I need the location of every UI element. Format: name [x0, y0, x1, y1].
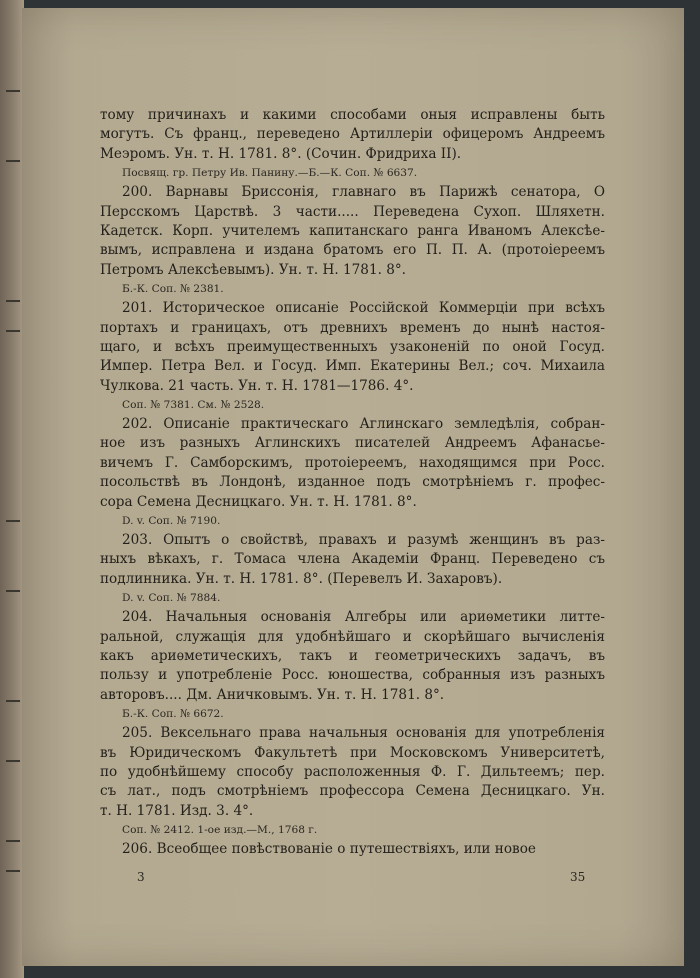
binding-mark	[6, 300, 20, 302]
signature-mark: 3	[137, 870, 145, 884]
entry-line: ральной, служащiя для удобнѣйшаго и скорѣйшаго вычисленiя	[100, 628, 605, 645]
entry-reference: D. v. Соп. № 7190.	[122, 515, 221, 528]
binding-mark	[6, 870, 20, 872]
entry-line: подлинника. Ун. т. Н. 1781. 8°. (Перевелъ И. Захаровъ).	[100, 570, 503, 587]
entry-line: вичемъ Г. Самборскимъ, протоiереемъ, находящимся при Росс.	[100, 454, 605, 471]
entry-line: могутъ. Съ франц., переведено Артиллерiи офицеромъ Андреемъ	[100, 126, 605, 143]
entry-line: съ лат., подъ смотрѣнiемъ профессора Семена Десницкаго. Ун.	[100, 783, 605, 800]
page-text	[100, 106, 605, 860]
binding-mark	[6, 520, 20, 522]
entry-line: пользу и употребленiе Росс. юношества, собранныя изъ разныхъ	[100, 667, 605, 684]
binding-mark	[6, 330, 20, 332]
binding-mark	[6, 160, 20, 162]
entry-line: Петромъ Алексѣевымъ). Ун. т. Н. 1781. 8°.	[100, 261, 407, 278]
entry-reference: Посвящ. гр. Петру Ив. Панину.—Б.—К. Соп. № 6637.	[122, 167, 418, 180]
entry-line: въ Юридическомъ Факультетѣ при Московскомъ Университетѣ,	[100, 744, 605, 761]
entry-line: Меэромъ. Ун. т. Н. 1781. 8°. (Сочин. Фридриха II).	[100, 145, 462, 162]
binding-mark	[6, 590, 20, 592]
catalog-entry	[100, 183, 605, 299]
catalog-entry	[100, 608, 605, 724]
book-binding	[0, 0, 24, 978]
entry-line: 201. Историческое описанiе Россiйской Коммерцiи при всѣхъ	[122, 300, 605, 317]
entry-line: ныхъ вѣкахъ, г. Томаса члена Академiи Франц. Переведено съ	[100, 551, 605, 568]
catalog-entry	[100, 724, 605, 840]
entry-reference: Соп. № 2412. 1-ое изд.—М., 1768 г.	[122, 824, 318, 837]
binding-mark	[6, 90, 20, 92]
entry-line: 206. Всеобщее повѣствованiе о путешествiяхъ, или новое	[122, 841, 536, 858]
catalog-entry	[100, 840, 605, 859]
entry-line: Импер. Петра Вел. и Госуд. Имп. Екатерины Вел.; соч. Михаила	[100, 358, 605, 375]
entry-reference: D. v. Соп. № 7884.	[122, 592, 221, 605]
binding-mark	[6, 700, 20, 702]
book-page	[22, 8, 684, 966]
catalog-entry	[100, 531, 605, 608]
entry-line: Персскомъ Царствѣ. 3 части..... Переведена Сухоп. Шляхетн.	[100, 203, 605, 220]
binding-mark	[6, 840, 20, 842]
catalog-entry	[100, 106, 605, 183]
entry-line: какъ ариѳметическихъ, такъ и геометрическихъ задачъ, въ	[100, 647, 605, 664]
entry-line: 204. Начальныя основанiя Алгебры или ариѳметики литте-	[122, 609, 605, 626]
catalog-entry	[100, 415, 605, 531]
entry-line: т. Н. 1781. Изд. 3. 4°.	[100, 802, 254, 819]
entry-reference: Б.-К. Соп. № 6672.	[122, 708, 224, 721]
entry-reference: Соп. № 7381. См. № 2528.	[122, 399, 265, 412]
page-number: 35	[570, 870, 586, 884]
entry-line: портахъ и границахъ, отъ древнихъ временъ до нынѣ настоя-	[100, 319, 605, 336]
entry-line: 202. Описанiе практическаго Аглинскаго земледѣлiя, собран-	[122, 416, 605, 433]
entry-line: авторовъ.... Дм. Аничковымъ. Ун. т. Н. 1781. 8°.	[100, 686, 445, 703]
catalog-entry	[100, 299, 605, 415]
binding-mark	[6, 760, 20, 762]
entry-line: по удобнѣйшему способу расположенныя Ф. Г. Дильтеемъ; пер.	[100, 763, 605, 780]
entry-line: посольствѣ въ Лондонѣ, изданное подъ смотрѣнiемъ г. профес-	[100, 474, 605, 491]
entry-reference: Б.-К. Соп. № 2381.	[122, 283, 224, 296]
entry-line: тому причинахъ и какими способами оныя исправлены быть	[100, 107, 605, 123]
entry-line: сора Семена Десницкаго. Ун. т. Н. 1781. 8°.	[100, 493, 417, 510]
entry-line: Чулкова. 21 часть. Ун. т. Н. 1781—1786. 4°.	[100, 377, 414, 394]
entry-line: ное изъ разныхъ Аглинскихъ писателей Андреемъ Афанасье-	[100, 435, 605, 452]
entry-line: 203. Опытъ о свойствѣ, правахъ и разумѣ женщинъ въ раз-	[122, 532, 605, 549]
entry-line: Кадетск. Корп. учителемъ капитанскаго ранга Иваномъ Алексѣе-	[100, 222, 605, 239]
entry-line: вымъ, исправлена и издана братомъ его П. П. А. (протоiереемъ	[100, 242, 605, 259]
entry-line: щаго, и всѣхъ преимущественныхъ узаконенiй по оной Госуд.	[100, 338, 605, 355]
entry-line: 205. Вексельнаго права начальныя основанiя для употребленiя	[122, 725, 605, 742]
entry-line: 200. Варнавы Бриссонiя, главнаго въ Парижѣ сенатора, О	[122, 184, 605, 201]
